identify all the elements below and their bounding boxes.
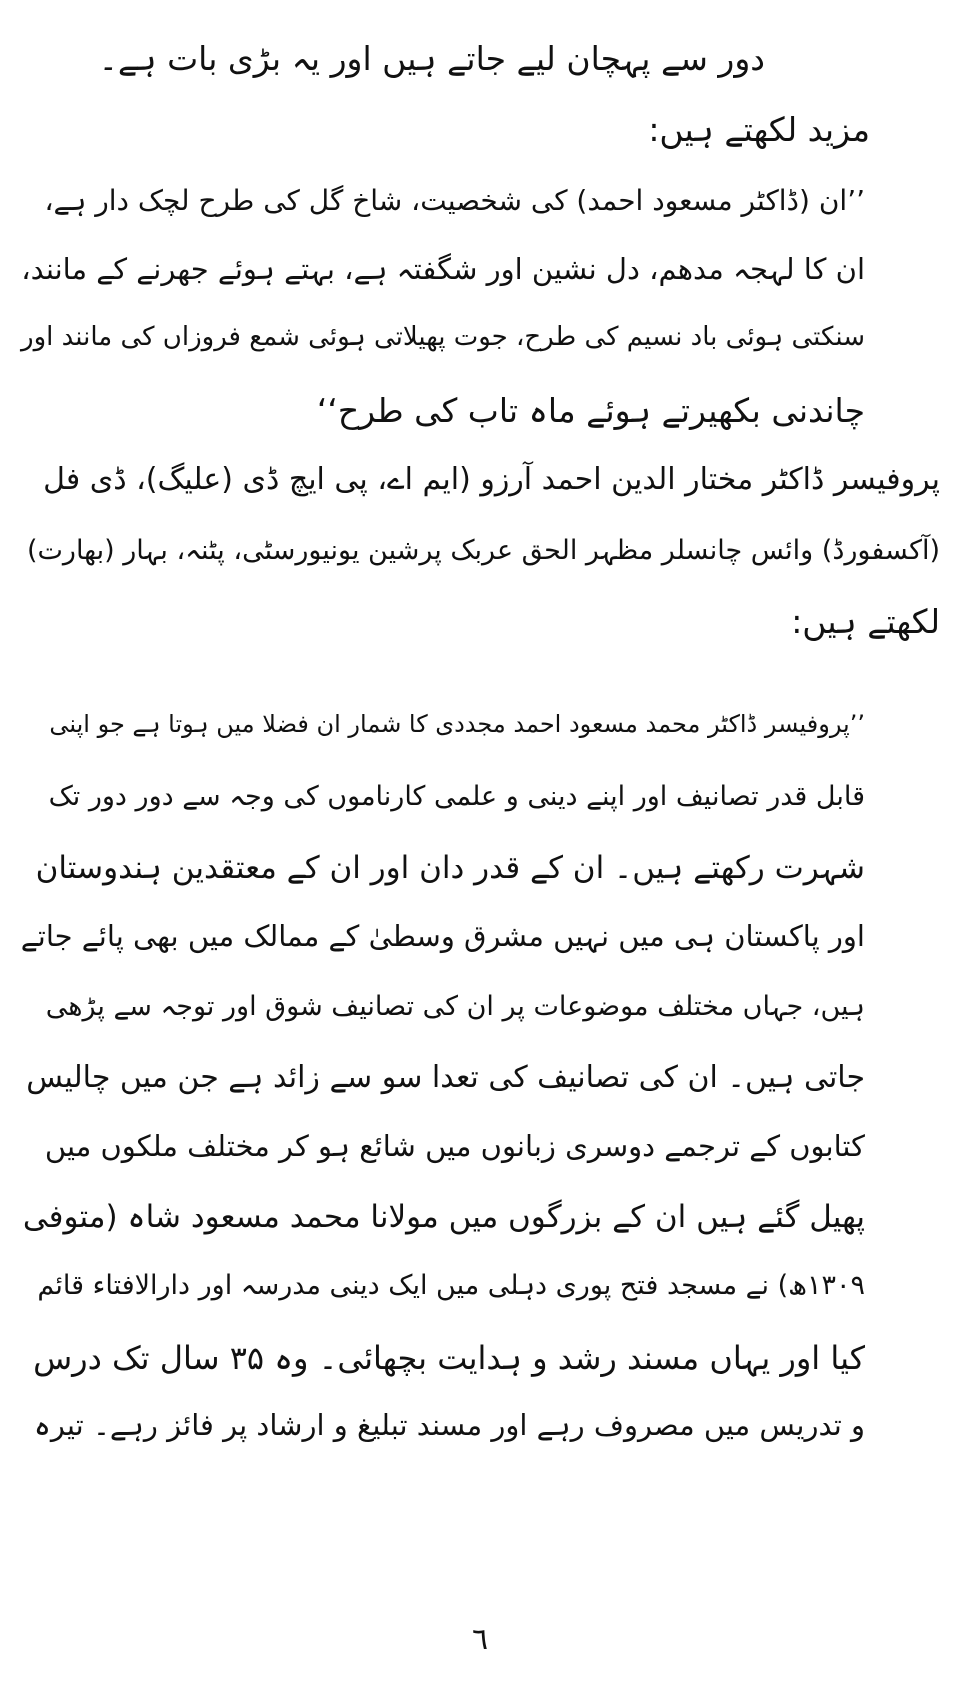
text-line-3: پروفیسر ڈاکٹر مختار الدین احمد آرزو (ایم اے، پی ایچ ڈی (علیگ)، ڈی فل [43, 462, 940, 497]
quote-line-13: ۱۳۰۹ھ) نے مسجد فتح پوری دہلی میں ایک دینی مدرسہ اور دارالافتاء قائم [37, 1270, 865, 1301]
quote-line-2: ان کا لہجہ مدھم، دل نشین اور شگفتہ ہے، بہتے ہوئے جھرنے کے مانند، [21, 252, 865, 286]
quote-line-10: جاتی ہیں۔ ان کی تصانیف کی تعدا سو سے زائد ہے جن میں چالیس [26, 1060, 865, 1095]
quote-line-14: کیا اور یہاں مسند رشد و ہدایت بچھائی۔ وہ ۳۵ سال تک درس [33, 1339, 865, 1377]
quote-line-4: چاندنی بکھیرتے ہوئے ماہ تاب کی طرح‘‘ [316, 391, 865, 430]
quote-line-9: ہیں، جہاں مختلف موضوعات پر ان کی تصانیف شوق اور توجہ سے پڑھی [45, 991, 865, 1022]
quote-line-3: سنکتی ہوئی باد نسیم کی طرح، جوت پھیلاتی ہوئی شمع فروزاں کی مانند اور [21, 322, 865, 352]
text-line-4: (آکسفورڈ) وائس چانسلر مظہر الحق عربک پرشین یونیورسٹی، پٹنہ، بہار (بھارت) [26, 535, 940, 566]
quote-line-15: و تدریس میں مصروف رہے اور مسند تبلیغ و ارشاد پر فائز رہے۔ تیرہ [33, 1408, 865, 1442]
text-line-1: دور سے پہچان لیے جاتے ہیں اور یہ بڑی بات ہے۔ [98, 39, 765, 78]
page-number: ٦ [471, 1622, 489, 1657]
quote-line-5: ’’پروفیسر ڈاکٹر محمد مسعود احمد مجددی کا شمار ان فضلا میں ہوتا ہے جو اپنی [49, 710, 865, 738]
quote-line-1: ’’ان (ڈاکٹر مسعود احمد) کی شخصیت، شاخ گل کی طرح لچک دار ہے، [44, 184, 865, 217]
quote-line-8: اور پاکستان ہی میں نہیں مشرق وسطیٰ کے ممالک میں بھی پائے جاتے [20, 919, 865, 953]
quote-line-6: قابل قدر تصانیف اور اپنے دینی و علمی کارناموں کی وجہ سے دور دور تک [48, 781, 865, 812]
text-line-2: مزید لکھتے ہیں: [648, 110, 870, 149]
quote-line-12: پھیل گئے ہیں ان کے بزرگوں میں مولانا محمد مسعود شاہ (متوفی [22, 1199, 865, 1235]
quote-line-7: شہرت رکھتے ہیں۔ ان کے قدر دان اور ان کے معتقدین ہندوستان [35, 850, 865, 886]
quote-line-11: کتابوں کے ترجمے دوسری زبانوں میں شائع ہو کر مختلف ملکوں میں [44, 1129, 865, 1163]
text-line-5: لکھتے ہیں: [791, 602, 940, 641]
